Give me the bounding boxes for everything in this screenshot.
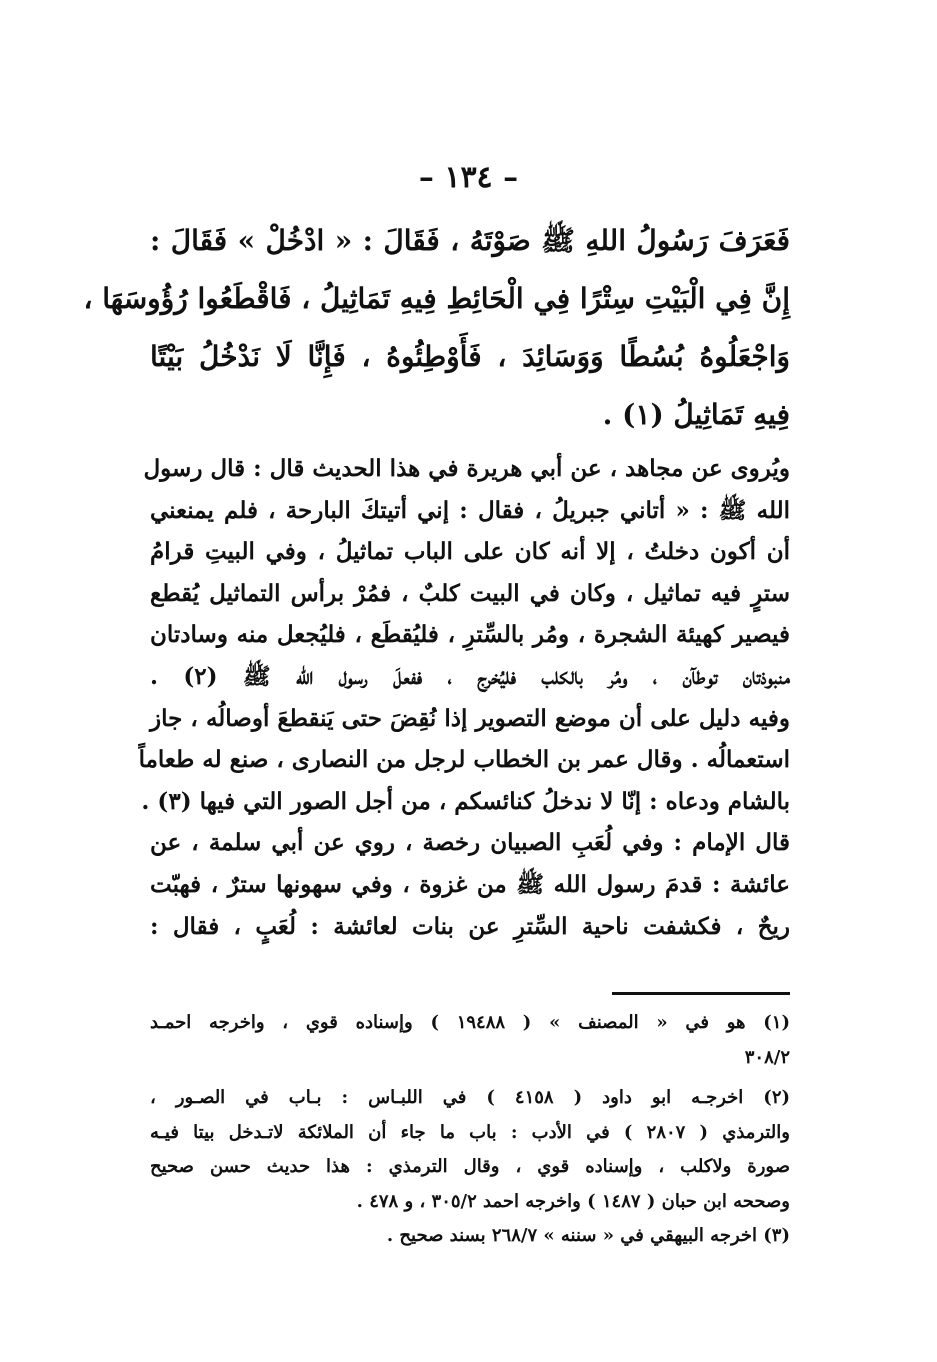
body-line: وفيه دليل على أن موضع التصوير إذا نُقِضَ حتى يَنقطعَ أوصالُه ، جاز: [150, 704, 790, 732]
footnote-line: صورة ولاكلب ، وإسناده قوي ، وقال الترمذي : هذا حديث حسن صحيح: [150, 1156, 790, 1177]
verse-line: فِيهِ تَمَاثِيلُ (١) .: [602, 398, 790, 431]
body-line: الله ﷺ : « أتاني جبريلُ ، فقال : إني أتيتكَ البارحة ، فلم يمنعني: [150, 496, 790, 524]
verse-line: فَعَرَفَ رَسُولُ اللهِ ﷺ صَوْتَهُ ، فَقَالَ : « ادْخُلْ » فَقَالَ :: [150, 224, 790, 257]
footnote-2: [150, 1081, 790, 1219]
footnote-divider: [612, 992, 790, 995]
body-line: قال الإمام : وفي لُعَبِ الصبيان رخصة ، روي عن أبي سلمة ، عن: [150, 829, 790, 857]
page-number: – ١٣٤ –: [418, 160, 519, 195]
footnote-line: (٣) اخرجه البيهقي في « سننه » ٢٦٨/٧ بسند صحيح .: [386, 1225, 790, 1246]
verse-line: وَاجْعَلُوهُ بُسُطًا وَوَسَائِدَ ، فَأَوْطِئُوهُ ، فَإِنَّا لَا نَدْخُلُ بَيْتًا: [150, 340, 790, 373]
body-line: عائشة : قدمَ رسول الله ﷺ من غزوة ، وفي سهونها سترٌ ، فهبّت: [150, 870, 790, 898]
footnote-line: وصححه ابن حبان ( ١٤٨٧ ) واخرجه احمد ٣٠٥/٢ ، و ٤٧٨ .: [356, 1190, 790, 1212]
verse-line: إِنَّ فِي الْبَيْتِ سِتْرًا فِي الْحَائِطِ فِيهِ تَمَاثِيلُ ، فَاقْطَعُوا رُؤُوسَهَا ،: [83, 282, 790, 315]
hadith-verse: [83, 212, 790, 444]
body-line: استعمالُه . وقال عمر بن الخطاب لرجل من النصارى ، صنع له طعاماً: [138, 746, 790, 774]
body-line: فيصير كهيئة الشجرة ، ومُر بالسِّترِ ، فليُقطَع ، فليُجعل منه وسادتان: [150, 621, 790, 649]
body-line: ريحٌ ، فكشفت ناحية السِّترِ عن بنات لعائشة : لُعَبٍ ، فقال :: [150, 912, 790, 940]
footnote-line: (٢) اخرجـه ابو داود ( ٤١٥٨ ) في اللبـاس : بـاب في الصـور ،: [150, 1087, 791, 1108]
footnote-line: (١) هو في « المصنف » ( ١٩٤٨٨ ) وإسناده قوي ، واخرجه احمـد: [150, 1012, 790, 1033]
footnote-1: [150, 1006, 790, 1075]
commentary-text: [138, 448, 790, 947]
body-line: ويُروى عن مجاهد ، عن أبي هريرة في هذا الحديث قال : قال رسول: [143, 455, 790, 482]
body-line: سترٍ فيه تماثيل ، وكان في البيت كلبٌ ، فمُرْ برأس التماثيل يُقطع: [150, 579, 790, 607]
footnote-line: ٣٠٨/٢: [744, 1046, 790, 1068]
body-line: أن أكون دخلتُ ، إلا أنه كان على الباب تماثيلُ ، وفي البيتِ قرامُ: [150, 538, 790, 566]
footnote-line: والترمذي ( ٢٨٠٧ ) في الأدب : باب ما جاء أن الملائكة لاتـدخل بيتا فيـه: [150, 1121, 790, 1143]
body-line: بالشام ودعاه : إنّا لا ندخلُ كنائسكم ، من أجل الصور التي فيها (٣) .: [141, 787, 790, 815]
footnote-3: [150, 1219, 790, 1254]
body-line: منبوذتان توطآن ، ومُر بالكلب فليُخرج ، ففعلَ رسول الله ﷺ (٢) .: [150, 662, 790, 690]
footnotes: [150, 1006, 790, 1254]
